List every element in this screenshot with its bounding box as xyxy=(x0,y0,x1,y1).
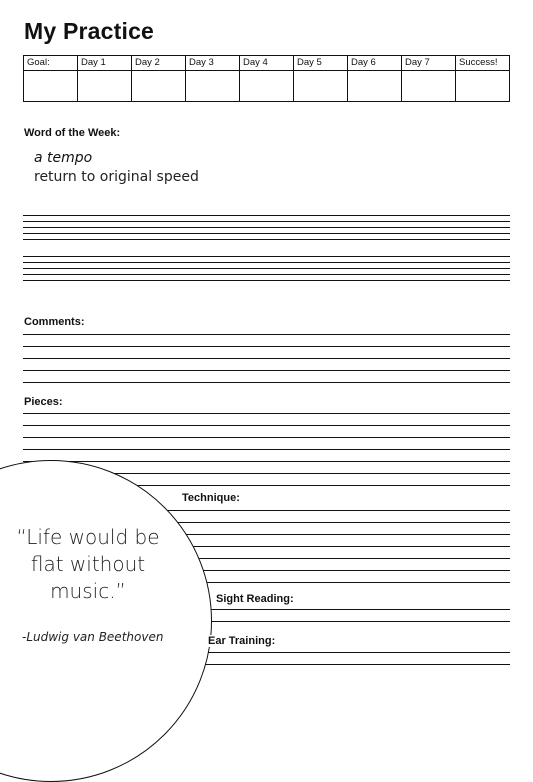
staff-line xyxy=(23,256,510,257)
tracker-cell-day-7[interactable] xyxy=(402,71,456,102)
quote-circle xyxy=(0,460,212,782)
tracker-header-day-1: Day 1 xyxy=(78,56,132,71)
staff-line xyxy=(23,268,510,269)
staff-line xyxy=(23,280,510,281)
writing-line xyxy=(23,358,510,359)
tracker-cell-success[interactable] xyxy=(456,71,510,102)
tracker-cell-day-1[interactable] xyxy=(78,71,132,102)
writing-line xyxy=(23,334,510,335)
comments-label: Comments: xyxy=(24,316,85,328)
tracker-header-row xyxy=(24,56,510,71)
tracker-header-goal: Goal: xyxy=(24,56,78,71)
staff-line xyxy=(23,227,510,228)
sight-reading-label: Sight Reading: xyxy=(216,593,297,605)
writing-line xyxy=(23,370,510,371)
word-of-week-definition: return to original speed xyxy=(34,169,199,185)
tracker-cell-goal[interactable] xyxy=(24,71,78,102)
word-of-week-label: Word of the Week: xyxy=(24,127,121,139)
pieces-label: Pieces: xyxy=(24,396,63,408)
technique-label: Technique: xyxy=(182,492,243,504)
writing-line xyxy=(23,346,510,347)
writing-line xyxy=(23,461,510,462)
tracker-header-day-3: Day 3 xyxy=(186,56,240,71)
staff-line xyxy=(23,262,510,263)
tracker-cell-day-2[interactable] xyxy=(132,71,186,102)
ear-training-label: Ear Training: xyxy=(208,635,278,647)
practice-tracker-table xyxy=(23,55,510,102)
tracker-header-day-2: Day 2 xyxy=(132,56,186,71)
quote-author: -Ludwig van Beethoven xyxy=(22,630,164,644)
tracker-cell-day-5[interactable] xyxy=(294,71,348,102)
staff-line xyxy=(23,274,510,275)
staff-line xyxy=(23,239,510,240)
writing-line xyxy=(23,449,510,450)
writing-line xyxy=(23,437,510,438)
tracker-header-day-6: Day 6 xyxy=(348,56,402,71)
page-title: My Practice xyxy=(24,18,155,44)
tracker-header-day-5: Day 5 xyxy=(294,56,348,71)
tracker-header-day-7: Day 7 xyxy=(402,56,456,71)
staff-line xyxy=(23,233,510,234)
writing-line xyxy=(23,413,510,414)
tracker-header-day-4: Day 4 xyxy=(240,56,294,71)
staff-line xyxy=(23,221,510,222)
tracker-cell-day-4[interactable] xyxy=(240,71,294,102)
staff-line xyxy=(23,215,510,216)
writing-line xyxy=(23,425,510,426)
tracker-entry-row xyxy=(24,71,510,102)
tracker-cell-day-3[interactable] xyxy=(186,71,240,102)
quote-text: “Life would be flat without music.” xyxy=(16,525,160,603)
tracker-cell-day-6[interactable] xyxy=(348,71,402,102)
word-of-week-term: a tempo xyxy=(34,150,93,166)
tracker-header-success: Success! xyxy=(456,56,510,71)
writing-line xyxy=(23,382,510,383)
